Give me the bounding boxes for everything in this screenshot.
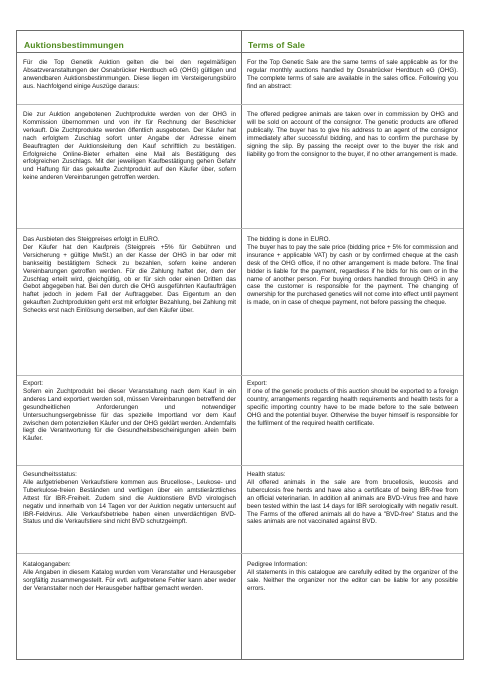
divider	[241, 104, 463, 105]
divider	[241, 228, 463, 229]
english-pedigree-info: Pedigree Information: All statements in this catalogue are carefully edited by the organizer of the sale. Neither the organizer nor the editor can be liable for any possible errors.	[247, 561, 458, 592]
divider	[241, 553, 463, 554]
english-commission: The offered pedigree animals are taken over in commission by OHG and will be sold on account of the consignor. The genetic products are offered publically. The buyer has to give his address to an agent of the consignor immediately after successful bidding, and has to confirm the purchase by signing the slip. By passing the receipt over to the buyer the risk and liability go from the consignor to the buyer, if no other arrangement is made.	[247, 111, 458, 158]
english-export: Export: If one of the genetic products of this auction should be exported to a foreign country, arrangements regarding health requirements and health tests for a specific importing country have to be made before to the sale between OHG and the potential buyer. Otherwise the buyer himself is responsible for the fulfilment of the required health certificate.	[247, 380, 458, 427]
divider	[17, 553, 241, 554]
german-catalog-info: Katalogangaben: Alle Angaben in diesem Katalog wurden vom Veranstalter und Herausgeber sorgfältig zusammengestellt. Für evtl. aufgetretene Fehler kann aber weder der Veranstalter noch der Herausgeber haftbar gemacht werden.	[23, 561, 236, 592]
divider	[17, 465, 241, 466]
german-intro: Für die Top Genetik Auktion gelten die bei den regelmäßigen Absatzveranstaltungen der Osnabrücker Herdbuch eG (OHG) gültigen und anwendbaren Auktionsbestimmungen. Diese liegen im Versteigerungsbüro aus. Nachfolgend einige Auszüge daraus:	[23, 59, 236, 90]
german-title: Auktionsbestimmungen	[24, 40, 124, 50]
german-payment: Das Ausbieten des Steigpreises erfolgt in EURO. Der Käufer hat den Kaufpreis (Steigpreis +5% für Gebühren und Versicherung + gültige MwSt.) an der Kasse der OHG in bar oder mit bankseitig bestätigtem Scheck zu bezahlen, sofern keine anderen Vereinbarungen getroffen werden. Für die Zahlung haftet der, dem der Zuschlag erteilt wird, gleichgültig, ob er für sich oder einen Dritten das Gebot abgegeben hat. Bei den durch die OHG ausgeführten Kaufaufträgen haftet jedoch in jedem Fall der Auftraggeber. Das Eigentum an den gekauften Zuchtprodukten geht erst mit erfolgter Bezahlung, bei Zahlung mit Schecks erst nach Einlösung derselben, auf den Käufer über.	[23, 236, 236, 315]
terms-frame	[16, 30, 464, 660]
english-title: Terms of Sale	[248, 40, 306, 50]
german-column	[17, 31, 242, 659]
english-column	[241, 31, 463, 659]
divider	[17, 375, 241, 376]
german-commission: Die zur Auktion angebotenen Zuchtprodukte werden von der OHG in Kommission übernommen und von ihr für Rechnung der Beschicker verkauft. Die Zuchtprodukte werden öffentlich ausgeboten. Der Käufer hat nach erfolgtem Zuschlag sofort unter Angabe der Adresse einem Beauftragten der Auktionsleitung den Kauf schriftlich zu bestätigen. Erfolgreiche Online-Bieter erhalten eine Mail als Bestätigung des erfolgreichen Zuschlags. Mit der jeweiligen Kaufbestätigung gehen Gefahr und Haftung für das gekaufte Zuchtprodukt auf den Käufer über, sofern keine anderen Vereinbarungen getroffen werden.	[23, 111, 236, 182]
divider	[17, 228, 241, 229]
german-export: Export: Sofern ein Zuchtprodukt bei dieser Veranstaltung nach dem Kauf in ein anderes Land exportiert werden soll, müssen Vereinbarungen betreffend der gesundheitlichen Anforderungen und notwendiger Untersuchungsergebnisse für das spezielle Importland vor dem Kauf zwischen dem potenziellen Käufer und der OHG geklärt werden. Andernfalls liegt die Verantwortung für die Gesundheitsbescheinigungen allein beim Käufer.	[23, 380, 236, 443]
german-column-header	[17, 31, 241, 53]
divider	[241, 375, 463, 376]
english-health-status: Health status: All offered animals in the sale are from brucellosis, leucosis and tuberculosis free herds and have also a certificate of being IBR-free from an official veterinarian. In addition all animals are BVD-Virus free and have been tested within the last 14 days for IBR serologically with negativ result. The Farms of the offered animals all do have a "BVD-free" Status and the sales animals are not vaccinated against BVD.	[247, 471, 458, 526]
english-intro: For the Top Genetic Sale are the same terms of sale applicable as for the regular monthly auctions handled by Osnabrücker Herdbuch eG (OHG). The complete terms of sale are available in the sales office. Following you find an abstract:	[247, 59, 458, 90]
english-column-header	[241, 31, 463, 53]
divider	[241, 465, 463, 466]
english-payment: The bidding is done in EURO. The buyer has to pay the sale price (bidding price + 5% for commission and insurance + applicable VAT) by cash or by confirmed cheque at the cash desk of the OHG office, if no other arrangement is made before. The final bidder is liable for the payment, regardless if he bids for his own or in the name of another person. For buying orders handled through OHG in any case the customer is responsible for the payment. The changing of ownership for the purchased genetics will not come into effect until payment is made, on in case of cheque payment, not before passing the cheque.	[247, 236, 458, 307]
divider	[17, 104, 241, 105]
german-health-status: Gesundheitsstatus: Alle aufgetriebenen Verkaufstiere kommen aus Brucellose-, Leukose- und Tuberkulose-freien Beständen und verfügen über ein amtstierärztliches Attest für IBR-Freiheit. Zudem sind die Auktionstiere BVD virologisch negativ und innerhalb von 14 Tagen vor der Auktion negativ untersucht auf IBR-Feldvirus. Alle Verkaufsbetriebe haben einen unverdächtigen BVD-Status und die Verkaufstiere sind nicht BVD schutzgeimpft.	[23, 471, 236, 526]
